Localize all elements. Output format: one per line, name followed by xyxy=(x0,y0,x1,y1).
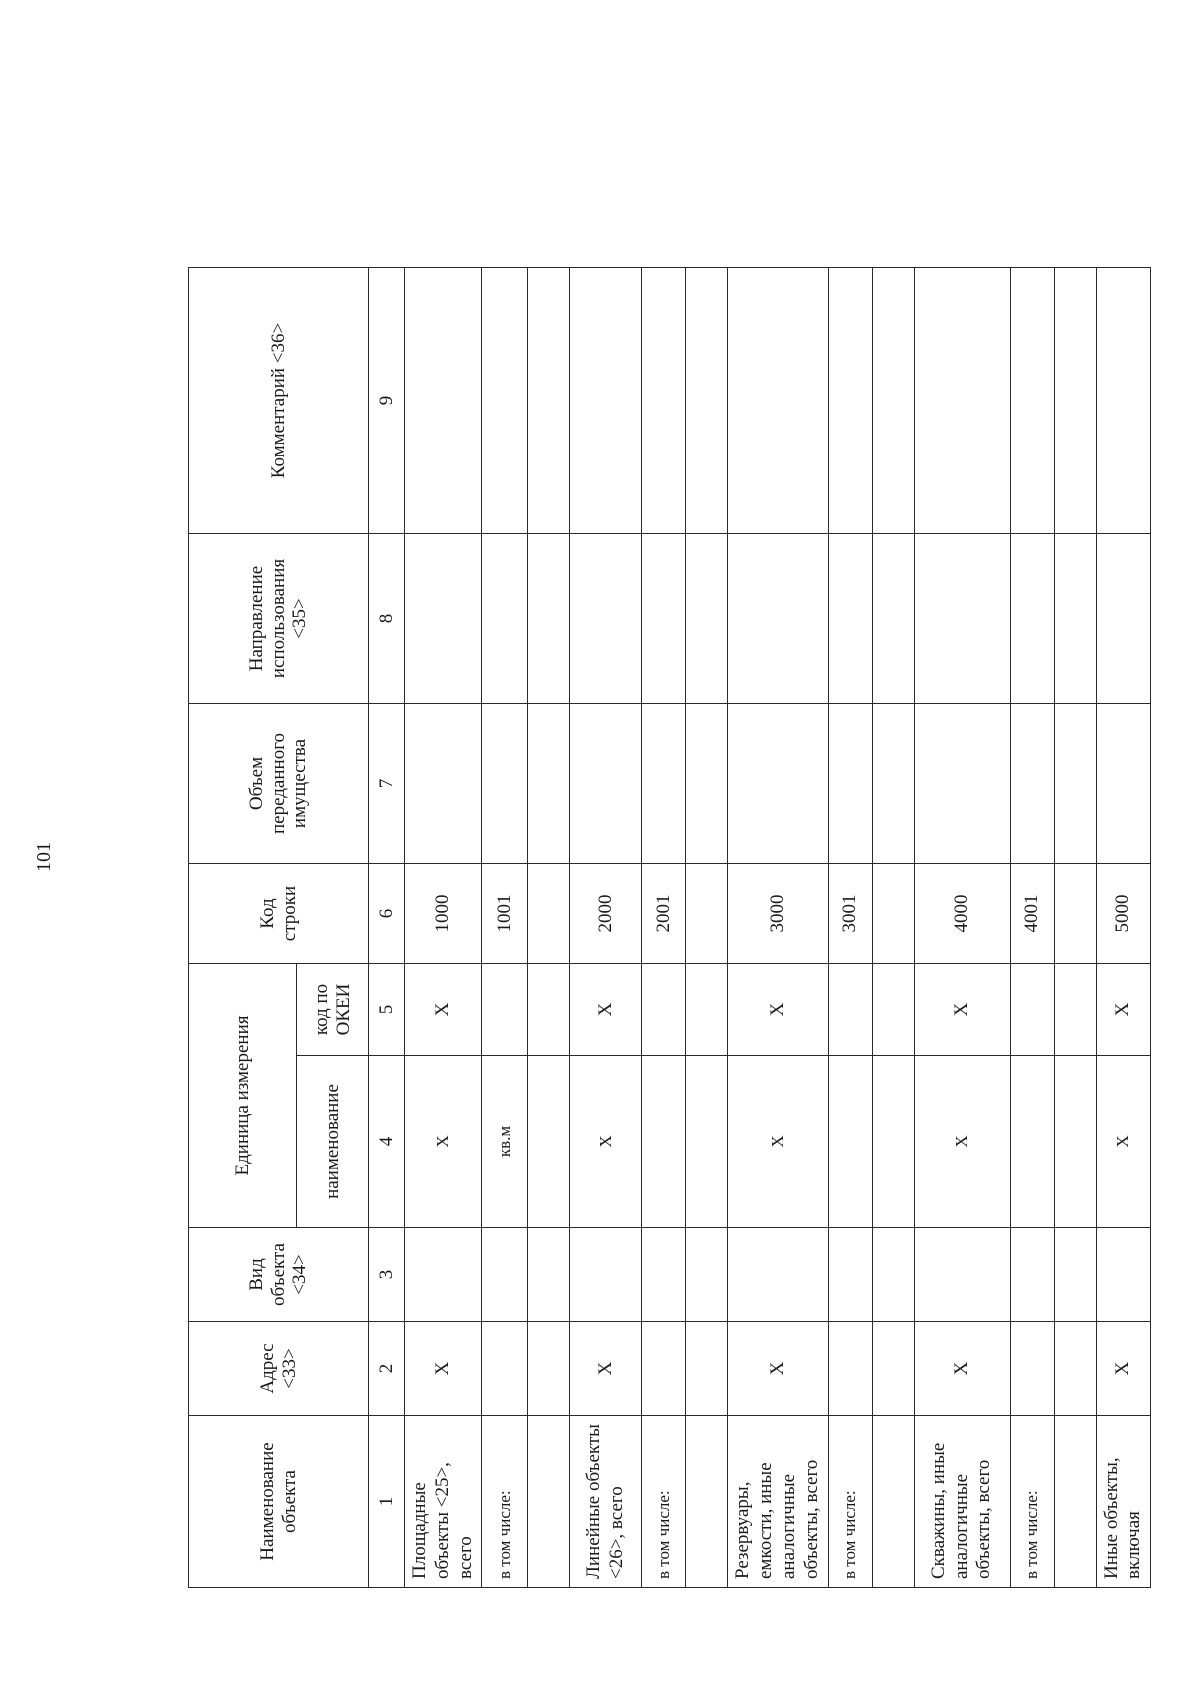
cell-address xyxy=(872,1322,914,1416)
cell-direction xyxy=(728,534,828,704)
cell-row-code: 4001 xyxy=(1010,864,1054,964)
cell-volume xyxy=(482,704,528,864)
cell-object-name: Площадные объекты <25>, всего xyxy=(405,1416,482,1588)
column-number: 7 xyxy=(369,704,405,864)
cell-comment xyxy=(728,268,828,534)
cell-okei-code xyxy=(828,964,872,1056)
cell-volume xyxy=(528,704,570,864)
cell-unit-name: X xyxy=(570,1056,642,1228)
cell-address xyxy=(482,1322,528,1416)
cell-volume xyxy=(1054,704,1096,864)
cell-okei-code xyxy=(528,964,570,1056)
cell-row-code: 5000 xyxy=(1096,864,1151,964)
table-row xyxy=(642,268,686,1588)
cell-volume xyxy=(728,704,828,864)
cell-address xyxy=(1054,1322,1096,1416)
header-unit: Единица измерения xyxy=(189,964,297,1228)
cell-unit-name: X xyxy=(914,1056,1010,1228)
cell-address: X xyxy=(914,1322,1010,1416)
cell-volume xyxy=(1010,704,1054,864)
cell-direction xyxy=(686,534,728,704)
cell-unit-name xyxy=(1010,1056,1054,1228)
column-number: 9 xyxy=(369,268,405,534)
page-number: 101 xyxy=(33,842,55,872)
column-number: 3 xyxy=(369,1228,405,1322)
cell-unit-name: X xyxy=(728,1056,828,1228)
cell-object-name: Иные объекты, включая xyxy=(1096,1416,1151,1588)
cell-address xyxy=(642,1322,686,1416)
table-row xyxy=(828,268,872,1588)
cell-row-code: 3000 xyxy=(728,864,828,964)
cell-direction xyxy=(482,534,528,704)
cell-comment xyxy=(872,268,914,534)
cell-comment xyxy=(482,268,528,534)
cell-volume xyxy=(405,704,482,864)
cell-object-name xyxy=(872,1416,914,1588)
cell-unit-name: X xyxy=(1096,1056,1151,1228)
cell-row-code xyxy=(528,864,570,964)
table-row xyxy=(570,268,642,1588)
header-address: Адрес <33> xyxy=(189,1322,369,1416)
cell-object-name: Скважины, иные аналогичные объекты, всего xyxy=(914,1416,1010,1588)
cell-address xyxy=(686,1322,728,1416)
table-row xyxy=(686,268,728,1588)
header-row-code: Код строки xyxy=(189,864,369,964)
cell-comment xyxy=(405,268,482,534)
table-row xyxy=(872,268,914,1588)
table-row xyxy=(1010,268,1054,1588)
cell-object-kind xyxy=(828,1228,872,1322)
column-number: 8 xyxy=(369,534,405,704)
cell-volume xyxy=(1096,704,1151,864)
cell-volume xyxy=(828,704,872,864)
cell-direction xyxy=(828,534,872,704)
cell-object-kind xyxy=(482,1228,528,1322)
cell-okei-code: X xyxy=(1096,964,1151,1056)
cell-address: X xyxy=(570,1322,642,1416)
cell-volume xyxy=(914,704,1010,864)
cell-okei-code xyxy=(872,964,914,1056)
cell-direction xyxy=(1010,534,1054,704)
cell-address xyxy=(528,1322,570,1416)
cell-comment xyxy=(1096,268,1151,534)
cell-okei-code xyxy=(642,964,686,1056)
cell-row-code: 1000 xyxy=(405,864,482,964)
column-number: 4 xyxy=(369,1056,405,1228)
cell-unit-name xyxy=(642,1056,686,1228)
cell-okei-code: X xyxy=(914,964,1010,1056)
header-direction: Направление использования <35> xyxy=(189,534,369,704)
property-table xyxy=(188,267,1151,1588)
cell-comment xyxy=(686,268,728,534)
cell-comment xyxy=(642,268,686,534)
cell-row-code: 2000 xyxy=(570,864,642,964)
cell-okei-code xyxy=(482,964,528,1056)
header-comment: Комментарий <36> xyxy=(189,268,369,534)
cell-object-name: в том числе: xyxy=(1010,1416,1054,1588)
cell-row-code xyxy=(686,864,728,964)
cell-comment xyxy=(570,268,642,534)
rotated-table-wrapper xyxy=(188,268,1145,1588)
cell-object-kind xyxy=(686,1228,728,1322)
table-row xyxy=(1096,268,1151,1588)
column-number: 5 xyxy=(369,964,405,1056)
cell-okei-code xyxy=(686,964,728,1056)
cell-object-name xyxy=(528,1416,570,1588)
cell-direction xyxy=(570,534,642,704)
table-body xyxy=(405,268,1151,1588)
cell-unit-name xyxy=(872,1056,914,1228)
cell-object-name: Линейные объекты <26>, всего xyxy=(570,1416,642,1588)
cell-address: X xyxy=(728,1322,828,1416)
cell-direction xyxy=(1096,534,1151,704)
cell-volume xyxy=(686,704,728,864)
table-row xyxy=(914,268,1010,1588)
cell-row-code xyxy=(872,864,914,964)
cell-object-name xyxy=(1054,1416,1096,1588)
cell-comment xyxy=(914,268,1010,534)
cell-object-kind xyxy=(405,1228,482,1322)
cell-object-kind xyxy=(872,1228,914,1322)
header-object-name: Наименование объекта xyxy=(189,1416,369,1588)
cell-address: X xyxy=(1096,1322,1151,1416)
cell-unit-name: кв.м xyxy=(482,1056,528,1228)
cell-object-name: в том числе: xyxy=(482,1416,528,1588)
cell-address xyxy=(828,1322,872,1416)
cell-object-name: в том числе: xyxy=(828,1416,872,1588)
cell-unit-name: X xyxy=(405,1056,482,1228)
cell-unit-name xyxy=(686,1056,728,1228)
cell-object-kind xyxy=(728,1228,828,1322)
header-unit-okei: код по ОКЕИ xyxy=(297,964,369,1056)
cell-volume xyxy=(642,704,686,864)
cell-object-kind xyxy=(1096,1228,1151,1322)
cell-object-kind xyxy=(528,1228,570,1322)
cell-direction xyxy=(405,534,482,704)
cell-volume xyxy=(872,704,914,864)
cell-object-kind xyxy=(570,1228,642,1322)
cell-address: X xyxy=(405,1322,482,1416)
table-row xyxy=(405,268,482,1588)
cell-object-kind xyxy=(1010,1228,1054,1322)
cell-comment xyxy=(828,268,872,534)
column-number: 1 xyxy=(369,1416,405,1588)
cell-object-kind xyxy=(1054,1228,1096,1322)
cell-row-code: 3001 xyxy=(828,864,872,964)
cell-okei-code xyxy=(1054,964,1096,1056)
cell-object-name xyxy=(686,1416,728,1588)
cell-row-code: 2001 xyxy=(642,864,686,964)
header-object-kind: Вид объекта <34> xyxy=(189,1228,369,1322)
cell-address xyxy=(1010,1322,1054,1416)
cell-unit-name xyxy=(828,1056,872,1228)
cell-direction xyxy=(528,534,570,704)
cell-comment xyxy=(1010,268,1054,534)
cell-direction xyxy=(642,534,686,704)
cell-comment xyxy=(1054,268,1096,534)
header-volume: Объем переданного имущества xyxy=(189,704,369,864)
cell-row-code xyxy=(1054,864,1096,964)
cell-row-code: 1001 xyxy=(482,864,528,964)
cell-row-code: 4000 xyxy=(914,864,1010,964)
cell-unit-name xyxy=(528,1056,570,1228)
cell-direction xyxy=(914,534,1010,704)
column-number: 6 xyxy=(369,864,405,964)
cell-okei-code xyxy=(1010,964,1054,1056)
cell-direction xyxy=(872,534,914,704)
table-row xyxy=(728,268,828,1588)
cell-object-name: Резервуары, емкости, иные аналогичные объекты, всего xyxy=(728,1416,828,1588)
cell-okei-code: X xyxy=(405,964,482,1056)
cell-object-name: в том числе: xyxy=(642,1416,686,1588)
table-row xyxy=(1054,268,1096,1588)
cell-comment xyxy=(528,268,570,534)
cell-direction xyxy=(1054,534,1096,704)
table-row xyxy=(482,268,528,1588)
cell-okei-code: X xyxy=(728,964,828,1056)
column-number: 2 xyxy=(369,1322,405,1416)
header-unit-name: наименование xyxy=(297,1056,369,1228)
cell-object-kind xyxy=(914,1228,1010,1322)
cell-okei-code: X xyxy=(570,964,642,1056)
cell-volume xyxy=(570,704,642,864)
cell-unit-name xyxy=(1054,1056,1096,1228)
table-row xyxy=(528,268,570,1588)
cell-object-kind xyxy=(642,1228,686,1322)
